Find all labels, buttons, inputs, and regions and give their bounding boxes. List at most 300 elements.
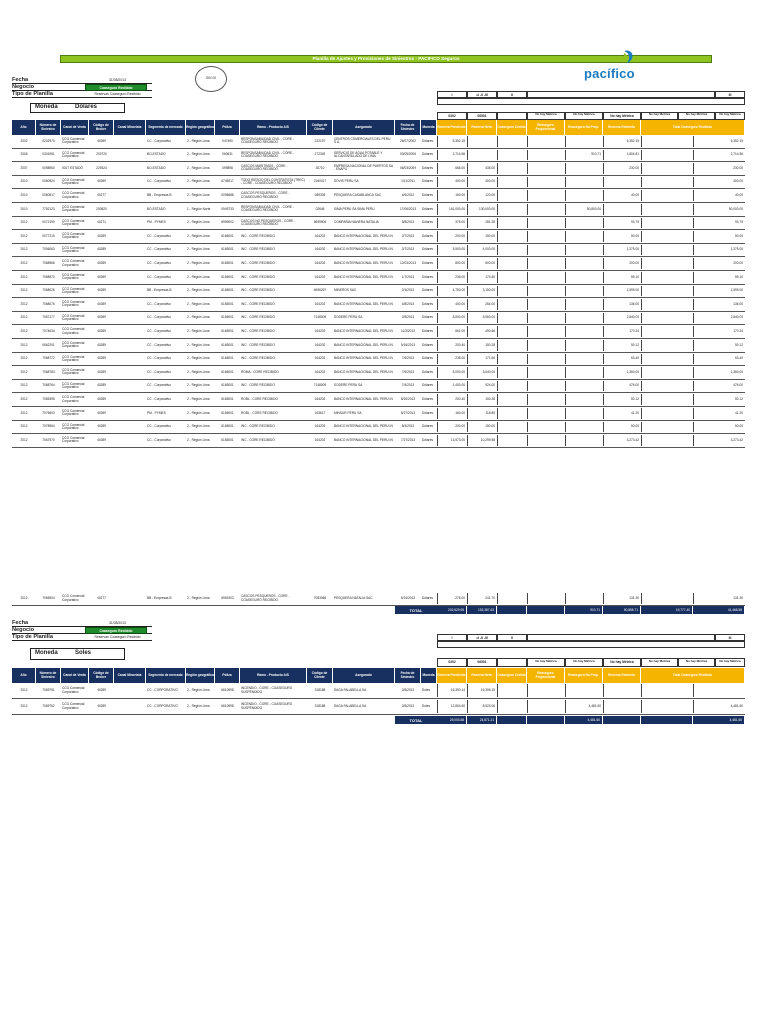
table-cell: ROMA - CORE RECIBIDO <box>241 369 279 374</box>
amount-cell <box>527 149 565 162</box>
amount-cell: 281.25 <box>485 220 495 225</box>
amount-cell <box>565 366 603 379</box>
total-amount: 29,003.68 <box>437 716 467 724</box>
table-row[interactable] <box>12 257 745 271</box>
table-cell: BB - Empresas B <box>147 595 172 600</box>
table-cell: 7068783 <box>42 369 55 374</box>
table-cell: 40289 <box>97 274 106 279</box>
table-row[interactable] <box>12 244 745 258</box>
table-cell: BANCO INTERNACIONAL DEL PERU IN <box>334 437 393 442</box>
table-cell: 2/4/2013 <box>401 288 415 293</box>
table-cell: 229324 <box>96 165 107 170</box>
table-cell: INC - CORE RECIBIDO <box>241 288 275 293</box>
metric-cell-nohay-4-2: No hay Métrica <box>641 658 678 667</box>
table-cell: 6165001 <box>221 301 234 306</box>
amount-cell <box>497 257 527 270</box>
cell-divider <box>467 204 468 215</box>
table-cell: 099898 <box>222 165 233 170</box>
cell-divider <box>603 218 604 229</box>
table-cell <box>115 699 145 714</box>
amount-cell: 666.00 <box>455 165 465 170</box>
table-cell: 272349 <box>314 152 326 157</box>
table-cell: 2010 <box>20 206 28 211</box>
table-cell: MINEROS SAC <box>334 288 357 293</box>
amount-cell <box>565 189 603 202</box>
amount-cell <box>527 339 565 352</box>
table-row[interactable] <box>12 699 745 715</box>
table-cell: 2 - Región Lima <box>187 301 210 306</box>
cell-divider <box>527 381 528 392</box>
table-row[interactable] <box>12 683 745 699</box>
cell-divider <box>693 190 694 201</box>
cell-divider <box>437 272 438 283</box>
table-row[interactable] <box>12 380 745 394</box>
table-cell: 2012 <box>20 687 28 692</box>
table-row[interactable] <box>12 366 745 380</box>
cell-divider <box>437 354 438 365</box>
column-header: Canal Minorista <box>114 668 146 683</box>
tipo-planilla-label-2: Tipo de Planilla <box>12 634 53 640</box>
table-cell: 40289 <box>97 233 106 238</box>
cell-divider <box>693 684 694 697</box>
table-cell: BANCO INTERNACIONAL DEL PERU IN <box>334 301 393 306</box>
cell-divider <box>641 286 642 297</box>
fecha-value: 31/08/2013 <box>109 78 126 82</box>
table-row[interactable] <box>12 312 745 326</box>
cell-divider <box>565 177 566 188</box>
spacer-row <box>437 98 745 105</box>
table-cell: CC - Corporativo <box>147 329 171 333</box>
table-cell: 089305 <box>314 193 326 197</box>
amount-cell: 170.34 <box>629 329 639 333</box>
cell-divider <box>467 354 468 365</box>
table-cell: CCG Comercial Corporativo <box>62 368 85 376</box>
cell-divider <box>527 245 528 256</box>
total-amount <box>603 716 641 724</box>
cell-divider <box>565 700 566 713</box>
table-cell: Dólares <box>422 383 433 388</box>
table-cell: 163617 <box>314 410 326 415</box>
total-amount: 152,387.63 <box>467 606 497 614</box>
table-row[interactable] <box>12 217 745 231</box>
total-amount: 910.71 <box>565 606 603 614</box>
column-header: Código de Broker <box>89 120 114 135</box>
table-cell: 6165001 <box>221 356 234 361</box>
metric-cell-nohay-1: No hay Métrica <box>527 112 565 120</box>
cell-divider <box>603 435 604 446</box>
cell-divider <box>693 381 694 392</box>
cell-divider <box>565 258 566 269</box>
table-cell: 7076603 <box>42 410 55 415</box>
amount-cell: 63.40 <box>631 356 639 361</box>
table-cell: Dólares <box>422 356 433 361</box>
column-header: Canal de Venta <box>61 120 89 135</box>
cell-divider <box>693 150 694 161</box>
table-cell: 5/8/2013 <box>401 220 415 225</box>
amount-cell: 150.28 <box>485 342 495 347</box>
table-cell: 2012 <box>20 356 28 361</box>
table-row[interactable] <box>12 353 745 367</box>
amount-cell <box>693 683 745 698</box>
table-cell: 2 - Región Lima <box>187 247 210 252</box>
table-cell: 40289 <box>97 247 106 252</box>
table-row[interactable] <box>12 271 745 285</box>
cell-divider <box>641 177 642 188</box>
table-cell: 0301951 <box>42 152 55 157</box>
cell-divider <box>497 313 498 324</box>
formula-cell-blank <box>527 91 715 98</box>
amount-cell <box>565 162 603 175</box>
cell-divider <box>527 313 528 324</box>
amount-cell: 1,599.00 <box>626 288 639 293</box>
cell-divider <box>437 684 438 697</box>
table-row[interactable] <box>12 434 745 448</box>
table-cell: 6165001 <box>221 397 234 401</box>
metric-cell-06501: 06501 <box>467 112 497 120</box>
table-cell: ROBL - CORE RECIBIDO <box>241 397 278 401</box>
table-cell: 2012 <box>20 274 28 279</box>
cell-divider <box>497 218 498 229</box>
column-header-amount: Reserva Retenida <box>603 120 641 135</box>
amount-cell: 3,640.00 <box>482 369 495 374</box>
cell-divider <box>641 700 642 713</box>
amount-cell: 50,800.00 <box>586 206 601 211</box>
table-cell: INC - CORE RECIBIDO <box>241 233 275 238</box>
cell-divider <box>641 245 642 256</box>
cell-divider <box>693 700 694 713</box>
amount-cell: 276.00 <box>455 595 465 600</box>
table-cell <box>115 407 145 420</box>
table-row[interactable] <box>12 421 745 435</box>
table-cell: 03/05/2006 <box>400 152 416 157</box>
table-cell: 2 - Región Lima <box>187 424 210 429</box>
amount-cell: 40.00 <box>735 193 743 197</box>
amount-cell: 50.12 <box>735 342 743 347</box>
table-row[interactable] <box>12 298 745 312</box>
table-header-soles <box>12 668 745 683</box>
amount-cell: 435.00 <box>485 165 495 170</box>
amount-cell <box>497 325 527 338</box>
amount-cell <box>603 699 641 714</box>
cell-divider <box>527 299 528 310</box>
table-cell: BB - Empresas B <box>147 288 172 293</box>
table-cell: 40289 <box>97 687 106 692</box>
table-cell: 2010 <box>20 193 28 197</box>
amount-cell: 235.00 <box>455 356 465 361</box>
table-cell: 6165001 <box>221 410 234 415</box>
cell-divider <box>565 422 566 433</box>
column-header-amount: Reaseguro No Prop. <box>565 120 603 135</box>
cell-divider <box>467 435 468 446</box>
table-cell: 40289 <box>97 437 106 442</box>
amount-cell: 63.40 <box>735 356 743 361</box>
tipo-planilla-rule <box>12 97 152 98</box>
column-header: Ramo - Producto A/S <box>240 120 307 135</box>
cell-divider <box>497 408 498 419</box>
table-cell: Dólares <box>422 138 433 143</box>
table-cell: 8/4/2013 <box>401 424 415 429</box>
table-cell: 164202 <box>314 342 326 347</box>
table-cell: 30710 <box>315 165 325 170</box>
table-cell: 200820 <box>96 206 107 211</box>
cell-divider <box>497 286 498 297</box>
table-cell <box>115 421 145 434</box>
table-cell: 2 - Región Lima <box>187 329 210 333</box>
table-cell: 2 - Región Lima <box>187 315 210 320</box>
negocio-label-2: Negocio <box>12 627 35 633</box>
cell-divider <box>437 381 438 392</box>
table-row[interactable] <box>12 285 745 299</box>
table-cell: CASCOS NO PESQUEROS - CORE - COASEGURO RECIBIDO <box>241 218 296 226</box>
table-cell: Soles <box>422 687 430 692</box>
cell-divider <box>603 408 604 419</box>
table-cell: 047490 <box>222 138 233 143</box>
table-row[interactable] <box>12 230 745 244</box>
cell-divider <box>693 272 694 283</box>
table-cell: 6165001 <box>221 329 234 333</box>
table-cell: 2012 <box>20 220 28 225</box>
cell-divider <box>467 408 468 419</box>
cell-divider <box>467 245 468 256</box>
column-header: Póliza <box>215 120 240 135</box>
amount-cell <box>527 271 565 284</box>
amount-cell <box>497 189 527 202</box>
table-cell: BB - Empresas B <box>147 193 172 197</box>
table-cell: 4/8/2013 <box>401 301 415 306</box>
table-cell: 3/7/2013 <box>401 247 415 252</box>
table-row[interactable] <box>12 325 745 339</box>
table-cell: INC - CORE RECIBIDO <box>241 342 275 347</box>
metric-row-2 <box>437 658 745 667</box>
cell-divider <box>497 150 498 161</box>
cell-divider <box>467 326 468 337</box>
table-cell: 7148009 <box>313 315 327 320</box>
table-cell: 2006 <box>20 152 28 157</box>
amount-cell <box>565 592 603 605</box>
column-header: Moneda <box>421 668 437 683</box>
table-cell: 06/03/2009 <box>400 165 416 170</box>
table-cell: 2 - Región Lima <box>187 687 210 692</box>
amount-cell: 93.75 <box>631 220 639 225</box>
cell-divider <box>693 354 694 365</box>
cell-divider <box>527 367 528 378</box>
column-header-amount: Reaseguro Proporcional <box>527 668 565 683</box>
table-cell <box>115 217 145 230</box>
metric-cell-nohay-5-2: No hay Métrica <box>678 658 715 667</box>
cell-divider <box>527 394 528 405</box>
cell-divider <box>565 150 566 161</box>
total-amount: 4,481.60 <box>565 716 603 724</box>
amount-cell <box>565 683 603 698</box>
table-cell: 164202 <box>314 301 326 306</box>
table-row[interactable] <box>12 203 745 217</box>
table-cell <box>115 298 145 311</box>
cell-divider <box>693 435 694 446</box>
table-row[interactable] <box>12 407 745 421</box>
table-cell: BANCO INTERNACIONAL DEL PERU IN <box>334 397 393 401</box>
cell-divider <box>497 258 498 269</box>
cell-divider <box>527 136 528 147</box>
cell-divider <box>497 354 498 365</box>
moneda-value: Dólares <box>75 104 98 110</box>
column-header-amount: Coaseguro Cedido <box>497 120 527 135</box>
column-header-amount: Reserva Pendiente <box>437 120 467 135</box>
cell-divider <box>497 177 498 188</box>
cell-divider <box>527 354 528 365</box>
cell-divider <box>565 190 566 201</box>
table-cell: CC - Corporativo <box>147 342 171 347</box>
table-cell: 40289 <box>97 329 106 333</box>
amount-cell: 200.00 <box>733 261 743 265</box>
table-cell: 6165001 <box>221 424 234 429</box>
table-cell: CC - Corporativo <box>147 424 171 429</box>
amount-cell: 150.28 <box>485 397 495 401</box>
table-cell: CCG Comercial Corporativo <box>62 594 85 602</box>
formula-row-2 <box>437 634 745 641</box>
table-cell: CC - Corporativo <box>147 397 171 401</box>
cell-divider <box>565 286 566 297</box>
amount-cell <box>497 298 527 311</box>
table-cell: 2 - Región Lima <box>187 397 210 401</box>
table-cell: 11/3/2013 <box>401 329 415 333</box>
table-cell: 7148009 <box>313 383 327 388</box>
total-amount <box>497 716 527 724</box>
moneda-value-2: Soles <box>75 650 92 656</box>
table-cell: RESPONSABILIDAD CIVIL - CORE - COASEGURO RECIBIDO <box>241 150 294 158</box>
cell-divider <box>497 394 498 405</box>
table-cell: 0017 ESTADO <box>62 165 83 170</box>
amount-cell <box>527 217 565 230</box>
table-cell: 1/11/2011 <box>401 179 415 184</box>
table-row[interactable] <box>12 135 745 149</box>
formula-cell-i-2: I <box>437 634 467 641</box>
table-cell: CC - Corporativo <box>147 315 171 320</box>
cell-divider <box>437 190 438 201</box>
cell-divider <box>437 422 438 433</box>
column-header: Asegurado <box>333 120 395 135</box>
cell-divider <box>467 177 468 188</box>
table-cell: 7078964 <box>42 424 55 429</box>
amount-cell: 41.20 <box>631 410 639 415</box>
total-amount <box>527 606 565 614</box>
table-cell: INC - CORE RECIBIDO <box>241 329 275 333</box>
table-cell: 318188 <box>314 687 326 692</box>
table-cell: Dólares <box>422 233 433 238</box>
table-cell: 40277 <box>97 595 106 600</box>
cell-divider <box>565 163 566 174</box>
table-row[interactable] <box>12 176 745 190</box>
report-title-banner: Planilla de Ajustes y Provisiones de Siniestros - PACIFICO Seguros <box>60 55 712 63</box>
table-cell: BANCO INTERNACIONAL DEL PERU IN <box>334 369 393 374</box>
cell-divider <box>497 700 498 713</box>
table-row[interactable] <box>12 162 745 176</box>
table-cell: BANCO INTERNACIONAL DEL PERU IN <box>334 274 393 279</box>
table-cell: 0072190 <box>42 220 55 225</box>
table-row[interactable] <box>12 189 745 203</box>
cell-divider <box>693 204 694 215</box>
amount-cell: 5,352.15 <box>626 138 639 143</box>
cell-divider <box>527 218 528 229</box>
cell-divider <box>497 163 498 174</box>
amount-cell: 5,960.00 <box>482 315 495 320</box>
table-cell: 7068970 <box>42 274 55 279</box>
column-header: Segmento de mercado <box>146 668 186 683</box>
amount-cell: 1,360.00 <box>626 369 639 374</box>
cell-divider <box>603 286 604 297</box>
amount-cell: 170.34 <box>733 329 743 333</box>
table-cell: 164202 <box>314 247 326 252</box>
table-cell <box>115 312 145 325</box>
cell-divider <box>565 326 566 337</box>
table-row[interactable] <box>12 149 745 163</box>
cell-divider <box>467 272 468 283</box>
table-cell: 40289 <box>97 261 106 265</box>
cell-divider <box>467 684 468 697</box>
cell-divider <box>467 258 468 269</box>
table-cell: CCG Comercial Corporativo <box>62 354 85 362</box>
table-cell: 318188 <box>314 703 326 708</box>
cell-divider <box>437 408 438 419</box>
table-cell: 40289 <box>97 356 106 361</box>
cell-divider <box>437 286 438 297</box>
table-cell: TODO RIESGO DEL CONTRATISTA (TREC) - CORE - COASEGURO RECIBIDO <box>241 177 305 186</box>
amount-cell: 800.00 <box>455 261 465 265</box>
table-cell: Dólares <box>422 152 433 157</box>
amount-cell <box>565 230 603 243</box>
cell-divider <box>497 245 498 256</box>
amount-cell: 1,360.00 <box>730 369 743 374</box>
column-header-amount: Reaseguro No Prop. <box>565 668 603 683</box>
amount-cell <box>497 421 527 434</box>
amount-cell: 118.80 <box>485 410 495 415</box>
amount-cell <box>497 393 527 406</box>
fecha-value-2: 31/08/2013 <box>109 621 126 625</box>
table-cell: 2/8/2013 <box>401 687 415 692</box>
cell-divider <box>641 231 642 242</box>
column-header: Código de Cliente <box>307 668 333 683</box>
amount-cell: 2,714.56 <box>730 152 743 157</box>
cell-divider <box>641 593 642 604</box>
metric-cell-nohay-3: No hay Métrica <box>603 112 641 120</box>
table-cell: CCG Comercial Corporativo <box>62 218 85 226</box>
table-cell: CC - Corporativo <box>147 369 171 374</box>
amount-cell <box>467 149 497 162</box>
table-row[interactable] <box>12 393 745 407</box>
table-cell: CCG Comercial Corporativo <box>62 232 85 240</box>
cell-divider <box>693 593 694 604</box>
cell-divider <box>641 272 642 283</box>
table-cell: 40289 <box>97 315 106 320</box>
table-cell: 2012 <box>20 369 28 374</box>
table-cell: INC - CORE RECIBIDO <box>241 315 275 320</box>
table-cell: CC - Corporativo <box>147 437 171 442</box>
table-row[interactable] <box>12 339 745 353</box>
amount-cell: 40.00 <box>631 193 639 197</box>
table-cell: BANCO INTERNACIONAL DEL PERU IN <box>334 329 393 333</box>
amount-cell <box>565 176 603 189</box>
cell-divider <box>437 163 438 174</box>
cell-divider <box>603 700 604 713</box>
cell-divider <box>527 593 528 604</box>
table-cell: BANCO INTERNACIONAL DEL PERU IN <box>334 424 393 429</box>
amount-cell: 661.00 <box>455 329 465 333</box>
table-cell: 2 - Región Lima <box>187 193 210 197</box>
cell-divider <box>693 286 694 297</box>
formula-cell-net-2: =I -II -III <box>467 634 497 641</box>
table-cell: 7067970 <box>42 437 55 442</box>
table-cell: 2 - Región Lima <box>187 356 210 361</box>
table-row[interactable] <box>12 592 745 606</box>
